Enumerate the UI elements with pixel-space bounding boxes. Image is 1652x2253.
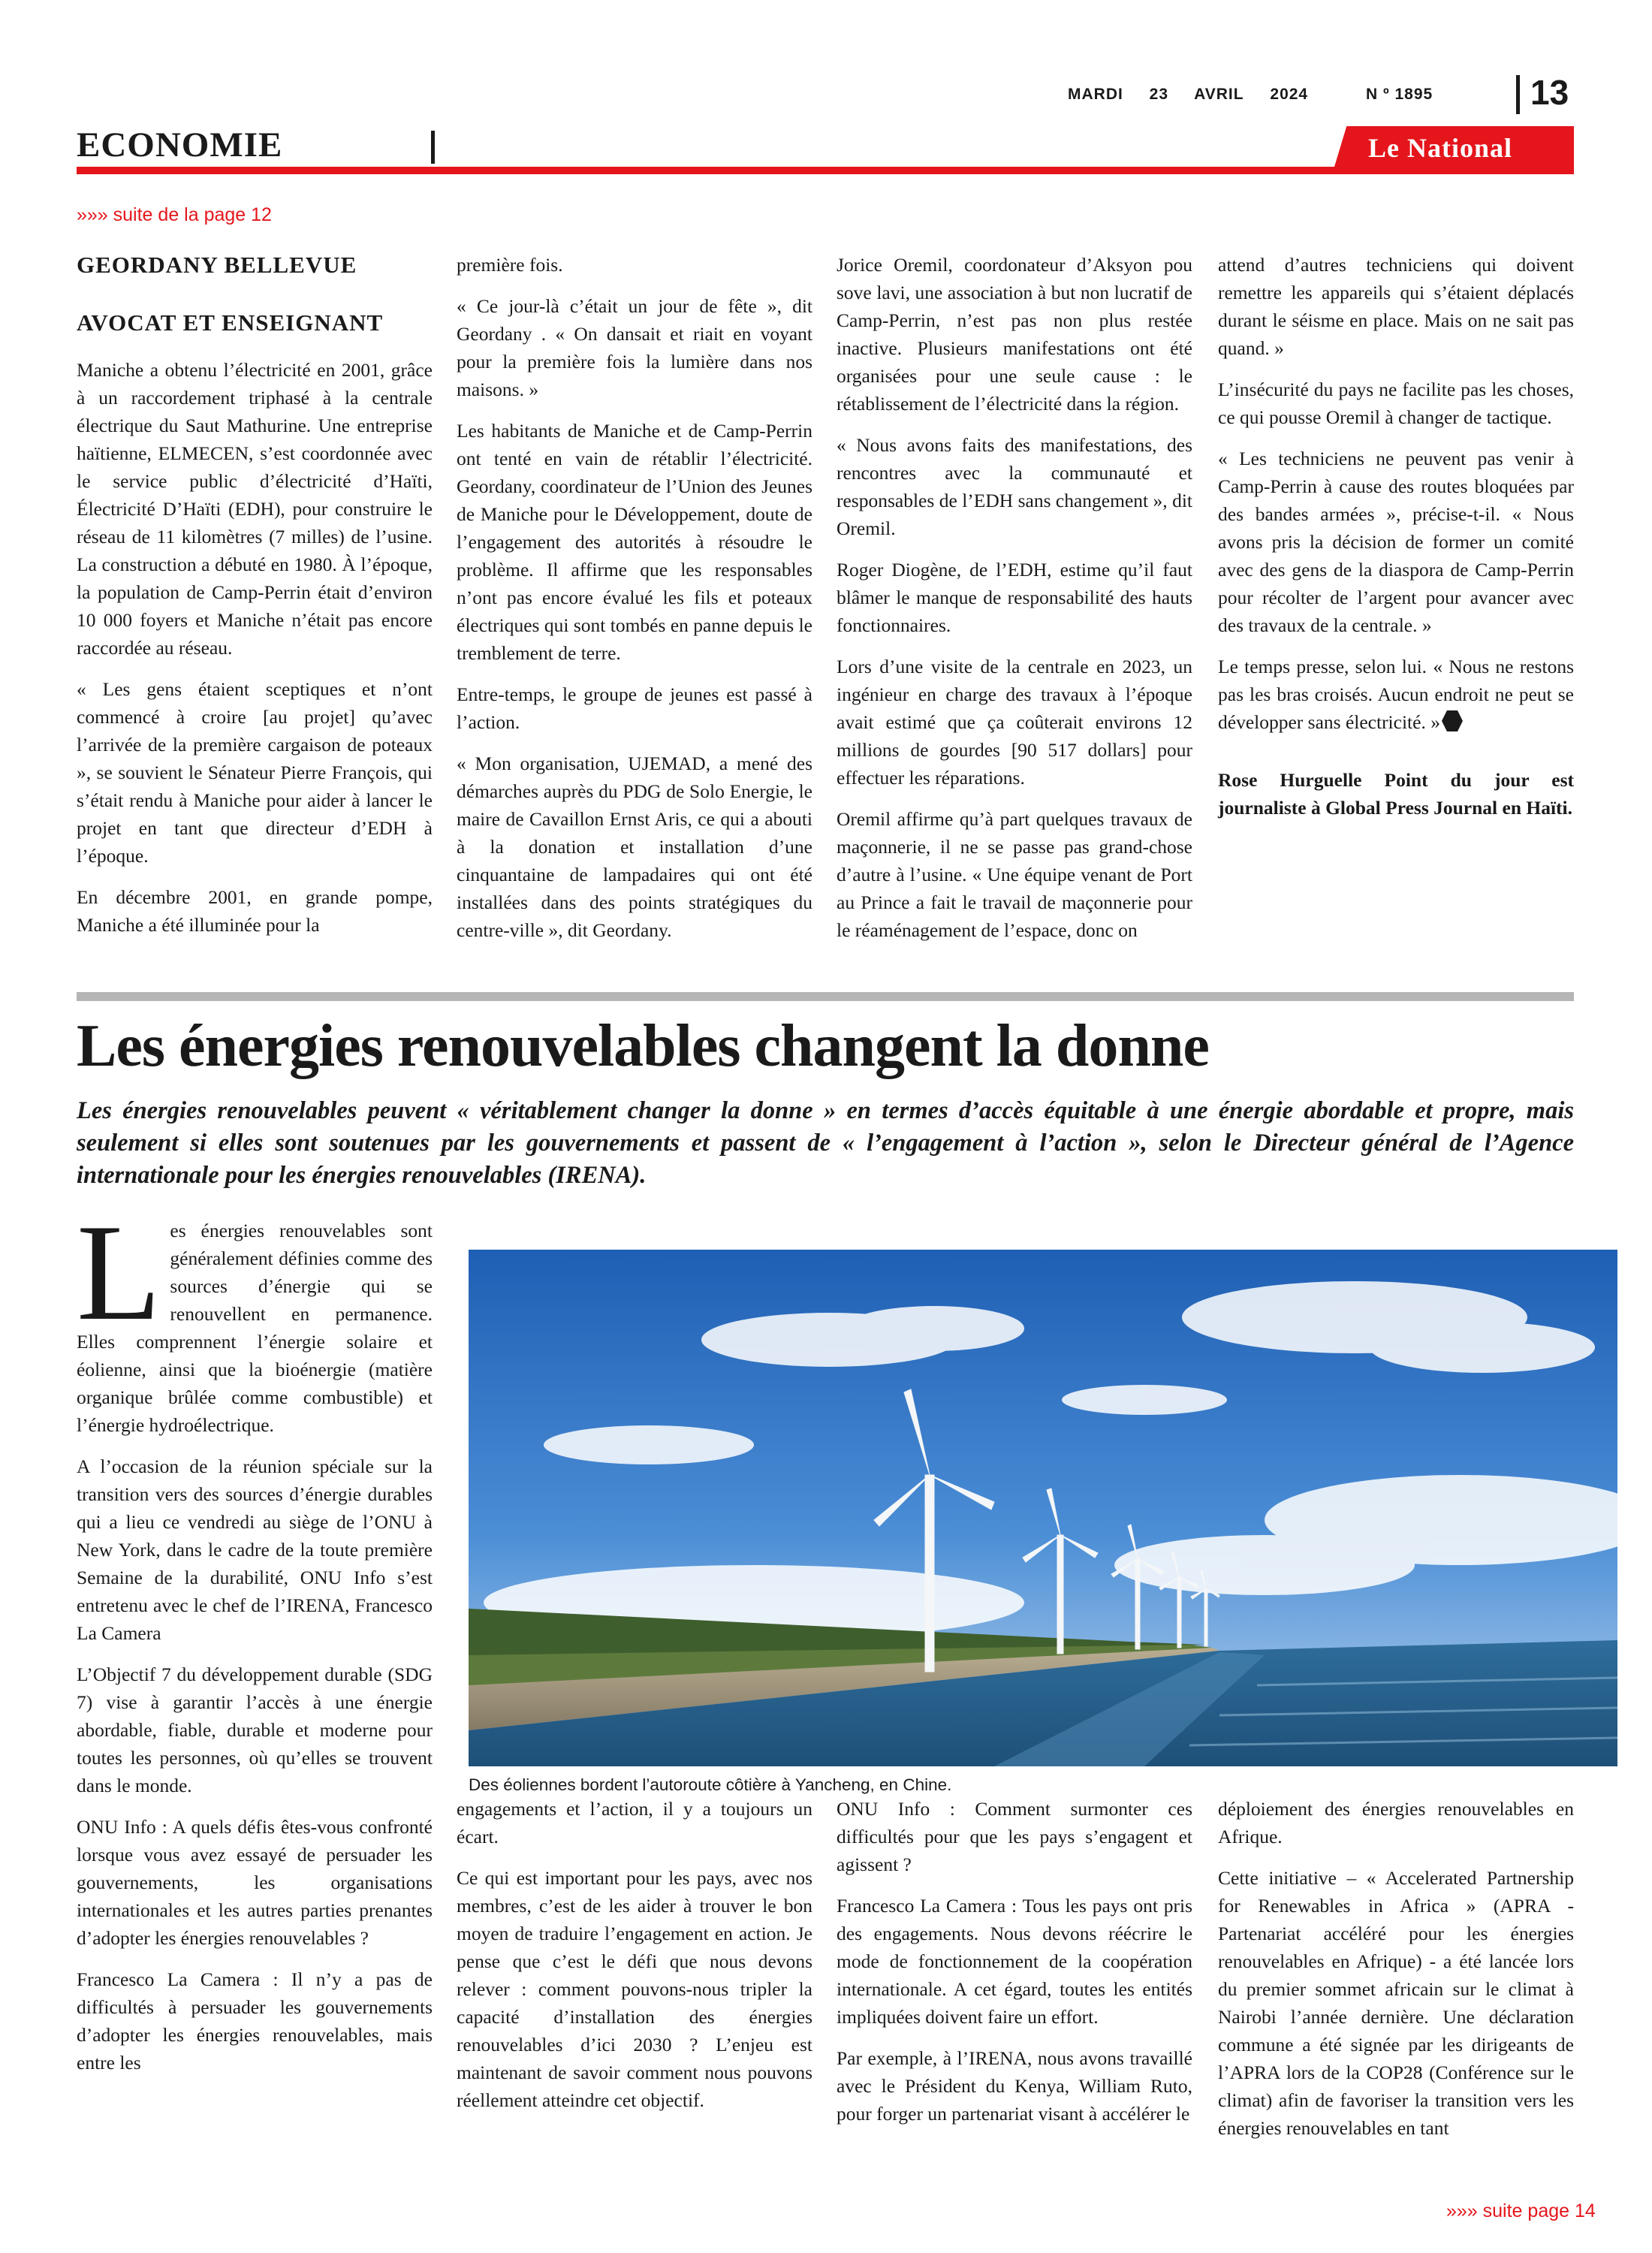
drop-cap: L: [77, 1196, 161, 1349]
issue-number: N º 1895: [1365, 86, 1433, 103]
section-rule: [77, 167, 1574, 174]
date-day: MARDI: [1068, 86, 1123, 103]
main-article-column-2: [457, 1795, 812, 2128]
top-article-column-2: [457, 251, 812, 958]
top-article-column-1: [77, 251, 433, 952]
paragraph: A l’occasion de la réunion spéciale sur la transition vers des sources d’énergie durables qui a lieu ce vendredi au siège de l’ONU à New York, dans le cadre de la toute première Semaine de la durabilité, ONU Info s’est entretenu avec le chef de l’IRENA, Francesco La Camera: [77, 1455, 433, 1644]
article-divider: [77, 992, 1574, 1001]
paragraph: L’insécurité du pays ne facilite pas les choses, ce qui pousse Oremil à changer de tactique.: [1218, 379, 1574, 428]
date-month: AVRIL: [1194, 86, 1244, 103]
paragraph-text: Le temps presse, selon lui. « Nous ne restons pas les bras croisés. Aucun endroit ne peut se développer sans électricité. »: [1218, 656, 1574, 733]
main-article-column-1: [77, 1196, 433, 2090]
paragraph: première fois.: [457, 254, 563, 276]
paragraph: « Les gens étaient sceptiques et n’ont commencé à croire [au projet] qu’avec l’arrivée de la première cargaison de poteaux », se souvient le Sénateur Pierre François, qui s’était rendu à Maniche pour aider à lancer le projet en tant que directeur d’EDH à l’époque.: [77, 678, 433, 867]
headline: Les énergies renouvelables changent la donne: [77, 1013, 1209, 1079]
paragraph-text: es énergies renouvelables sont généralement définies comme des sources d’énergie qui se renouvellent en permanence. Elles comprennent l’énergie solaire et éolienne, ainsi que la bioénergie (matière organique brûlée comme combustible) et l’énergie hydroélectrique.: [77, 1220, 433, 1436]
paragraph: « Nous avons faits des manifestations, des rencontres avec la communauté et responsables de l’EDH sans changement », dit Oremil.: [837, 434, 1192, 539]
byline-role: AVOCAT ET ENSEIGNANT: [77, 309, 384, 336]
page-number-divider: [1516, 75, 1520, 114]
continued-to-link[interactable]: »»» suite page 14: [1446, 2200, 1596, 2221]
dateline: [1068, 86, 1454, 104]
paragraph: Maniche a obtenu l’électricité en 2001, grâce à un raccordement triphasé à la centrale électrique du Saut Mathurine. Une entreprise haïtienne, ELMECEN, s’est coordonnée avec le service public d’électricité d’Haïti, Électricité D’Haïti (EDH), pour construire le réseau de 11 kilomètres (7 milles) de l’usine. La construction a débuté en 1980. À l’époque, la population de Camp-Perrin était d’environ 10 000 foyers et Maniche n’était pas encore raccordée au réseau.: [77, 359, 433, 659]
paragraph: déploiement des énergies renouvelables en Afrique.: [1218, 1798, 1574, 1847]
paragraph: Cette initiative – « Accelerated Partnership for Renewables in Africa » (APRA - Partenariat accéléré pour les énergies renouvelables en Afrique) - a été lancée lors du premier sommet africain sur le climat à Nairobi l’année dernière. Une déclaration commune a été signée par les dirigeants de l’APRA lors de la COP28 (Conférence sur le climat) afin de favoriser la transition vers les énergies renouvelables en tant: [1218, 1867, 1574, 2139]
photo-caption: Des éoliennes bordent l’autoroute côtière à Yancheng, en Chine.: [469, 1775, 952, 1794]
author-signoff: Rose Hurguelle Point du jour est journaliste à Global Press Journal en Haïti.: [1218, 769, 1574, 819]
paragraph: Lors d’une visite de la centrale en 2023, un ingénieur en charge des travaux à l’époque avait estimé que ça coûterait environs 12 millions de gourdes [90 517 dollars] pour effectuer les réparations.: [837, 656, 1192, 789]
date-year: 2024: [1270, 86, 1309, 103]
paragraph: Ce qui est important pour les pays, avec nos membres, c’est de les aider à trouver le bon moyen de traduire l’engagement en action. Je pense que c’est le défi que nous devons relever : comment pouvons-nous tripler la capacité d’installation des énergies renouvelables d’ici 2030 ? L’enjeu est maintenant de savoir comment nous pouvons réellement atteindre cet objectif.: [457, 1867, 812, 2111]
top-article-column-3: [837, 251, 1192, 958]
main-article-column-4: [1218, 1795, 1574, 2155]
paragraph: Roger Diogène, de l’EDH, estime qu’il faut blâmer le manque de responsabilité des hauts fonctionnaires.: [837, 559, 1192, 636]
wind-turbines-photo: [469, 1250, 1617, 1766]
paragraph: Les habitants de Maniche et de Camp-Perrin ont tenté en vain de rétablir l’électricité. Geordany, coordinateur de l’Union des Jeunes de Maniche pour le Développement, doute de l’engagement des autorités à résoudre le problème. Il affirme que les responsables n’ont pas encore évalué les fils et poteaux électriques qui sont tombés en panne depuis le tremblement de terre.: [457, 420, 812, 664]
paragraph: L’Objectif 7 du développement durable (SDG 7) vise à garantir l’accès à une énergie abordable, fiable, durable et moderne pour toutes les personnes, où qu’elles se trouvent dans le monde.: [77, 1663, 433, 1796]
paragraph: ONU Info : A quels défis êtes-vous confronté lorsque vous avez essayé de persuader les gouvernements, les organisations internationales et les autres parties prenantes d’adopter les énergies renouvelables ?: [77, 1816, 433, 1949]
paragraph: Entre-temps, le groupe de jeunes est passé à l’action.: [457, 683, 812, 733]
section-title: ECONOMIE: [77, 125, 283, 164]
paragraph: « Mon organisation, UJEMAD, a mené des démarches auprès du PDG de Solo Energie, le maire de Cavaillon Ernst Aris, ce qui a abouti à la donation et installation d’une cinquantaine de lampadaires qui ont été installées dans des points stratégiques du centre-ville », dit Geordany.: [457, 753, 812, 941]
date-number: 23: [1149, 86, 1169, 103]
standfirst: Les énergies renouvelables peuvent « véritablement changer la donne » en termes d’accès équitable à une énergie abordable et propre, mais seulement si elles sont soutenues par les gouvernements et passent de « l’engagement à l’action », selon le Directeur général de l’Agence internationale pour les énergies renouvelables (IRENA).: [77, 1097, 1574, 1189]
paragraph: Par exemple, à l’IRENA, nous avons travaillé avec le Président du Kenya, William Ruto, pour forger un partenariat visant à accélérer le: [837, 2047, 1192, 2125]
paragraph: [77, 1196, 433, 1439]
end-mark-icon: [1442, 710, 1463, 731]
publication-name: Le National: [1368, 133, 1513, 163]
page-number: 13: [1530, 73, 1569, 112]
top-article-column-4: [1218, 251, 1574, 835]
paragraph: [1218, 653, 1574, 736]
paragraph: Oremil affirme qu’à part quelques travaux de maçonnerie, il ne se passe pas grand-chose d’autre à l’usine. « Une équipe venant de Port au Prince a fait le travail de maçonnerie pour le réaménagement de l’espace, donc on: [837, 808, 1192, 941]
paragraph: « Les techniciens ne peuvent pas venir à Camp-Perrin à cause des routes bloquées par des bandes armées », précise-t-il. « Nous avons pris la décision de former un comité avec des gens de la diaspora de Camp-Perrin pour récolter de l’argent pour avancer avec des travaux de la centrale. »: [1218, 448, 1574, 636]
section-divider: [431, 131, 435, 164]
paragraph: Jorice Oremil, coordonateur d’Aksyon pou sove lavi, une association à but non lucratif de Camp-Perrin, n’est pas non plus restée inactive. Plusieurs manifestations ont été organisées pour une seule cause : le rétablissement de l’électricité dans la région.: [837, 254, 1192, 415]
paragraph: En décembre 2001, en grande pompe, Maniche a été illuminée pour la: [77, 886, 433, 936]
paragraph: engagements et l’action, il y a toujours un écart.: [457, 1798, 812, 1847]
paragraph: Francesco La Camera : Il n’y a pas de difficultés à persuader les gouvernements d’adopter les énergies renouvelables, mais entre les: [77, 1968, 433, 2074]
paragraph: Francesco La Camera : Tous les pays ont pris des engagements. Nous devons réécrire le mode de fonctionnement de la coopération internationale. A cet égard, toutes les entités impliquées doivent faire un effort.: [837, 1895, 1192, 2028]
byline-name: GEORDANY BELLEVUE: [77, 252, 357, 278]
main-article-column-3: [837, 1795, 1192, 2141]
paragraph: ONU Info : Comment surmonter ces difficultés pour que les pays s’engagent et agissent ?: [837, 1798, 1192, 1875]
paragraph: « Ce jour-là c’était un jour de fête », dit Geordany . « On dansait et riait en voyant pour la première fois la lumière dans nos maisons. »: [457, 295, 812, 400]
paragraph: attend d’autres techniciens qui doivent remettre les appareils qui s’étaient déplacés durant le séisme en place. Mais on ne sait pas quand. »: [1218, 254, 1574, 359]
continued-from-link[interactable]: »»» suite de la page 12: [77, 204, 272, 225]
